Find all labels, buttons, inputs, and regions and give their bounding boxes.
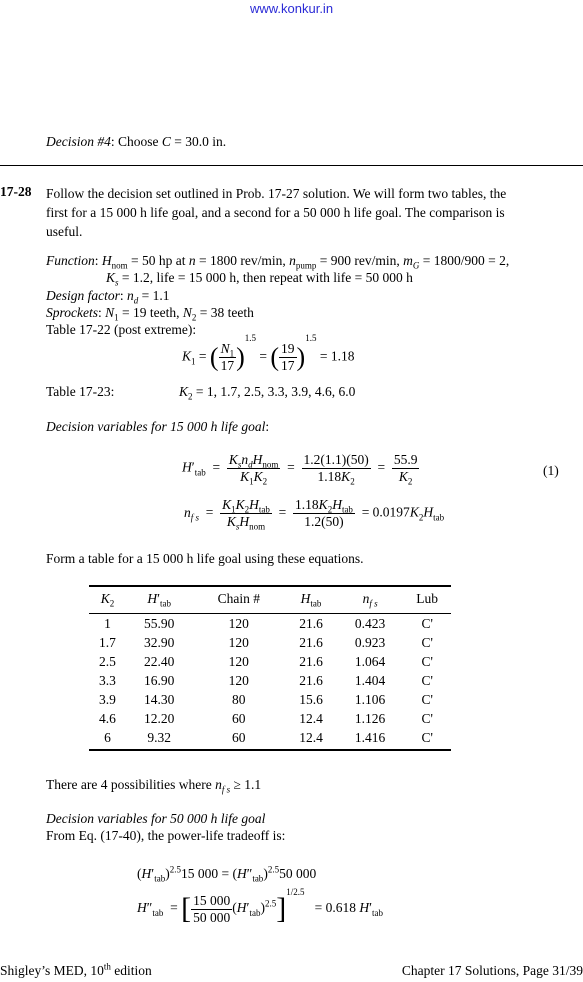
table-cell: 22.40 (143, 653, 175, 669)
table-cell: 0.923 (354, 634, 386, 650)
equation-number: (1) (543, 463, 559, 478)
table-row (89, 709, 451, 728)
col-htab: $H_{tab}$ (285, 586, 337, 614)
table-17-22-label: Table 17-22 (post extreme): (46, 322, 197, 337)
table-cell: C' (421, 615, 433, 631)
table-cell: 12.4 (299, 710, 323, 726)
table-cell: C' (421, 634, 433, 650)
table-17-23-label: Table 17-23: (46, 384, 115, 399)
table-cell: 80 (232, 691, 246, 707)
table-cell: 6 (89, 728, 126, 750)
footer-right: Chapter 17 Solutions, Page 31/39 (401, 963, 583, 978)
table-cell: C' (421, 710, 433, 726)
decision-4-label: Decision #4 (46, 134, 111, 149)
table-cell: 1.106 (354, 691, 386, 707)
section-divider (0, 165, 583, 166)
table-cell: 21.6 (299, 653, 323, 669)
table-cell: 120 (228, 615, 249, 631)
table-cell: 55.90 (143, 615, 175, 631)
k2-values: $K_2 = 1$, 1.7, 2.5, 3.3, 3.9, 4.6, 6.0 (179, 384, 356, 402)
possibilities-line: There are 4 possibilities where $n_{f s} \ge 1.1$ (46, 777, 262, 795)
table-cell: 4.6 (99, 710, 116, 726)
k1-equation: $K_1$ = ( $\frac{N_1}{17}$ )$^{1.5}$ = ( $\frac{19}{17}$ )$^{1.5}$ = 1.18 (182, 333, 355, 373)
function-line: Function: $H_{nom} = 50$ hp at n = 1800 rev/min, $n_{pump} = 900$ rev/min, $m_G = 1800/900 = 2$, (46, 253, 510, 271)
design-factor-line: Design factor: $n_d = 1.1$ (46, 288, 170, 306)
htab-double-prime-equation: $H''_{tab}$ = [ $\frac{15 000}{50 000}$ $(H'_{tab})^{2.5}]^{1/2.5} = 0.618$ $H'_{tab}$ (137, 886, 384, 925)
table-cell: 32.90 (143, 634, 175, 650)
table-cell: 1.7 (99, 634, 116, 650)
table-cell: C' (421, 672, 433, 688)
table-row (89, 652, 451, 671)
table-cell: 1.404 (354, 672, 386, 688)
table-cell: C' (421, 691, 433, 707)
nfs-equation: $n_{f s}$ = $\frac{K_1K_2H_{tab}}{K_sH_{nom}}$ = $\frac{1.18K_2H_{tab}}{1.2(50)}$ = $0.0197K_2H_{tab}$ (184, 497, 445, 532)
table-header-row (89, 586, 451, 614)
eq-17-40-text: From Eq. (17-40), the power-life tradeoff is: (46, 828, 286, 843)
table-cell: 0.423 (354, 615, 386, 631)
table-cell: 60 (232, 710, 246, 726)
col-chain: Chain # (192, 586, 285, 614)
problem-number: 17-28 (0, 184, 32, 199)
dv15-heading: Decision variables for 15 000 h life goal: (46, 419, 270, 434)
col-lub: Lub (403, 586, 451, 614)
table-row (89, 671, 451, 690)
table-cell: 12.4 (285, 728, 337, 750)
table-cell: 16.90 (143, 672, 175, 688)
problem-intro: Follow the decision set outlined in Prob. 17-27 solution. We will form two tables, the first for a 15 000 h life goal, and a second for a 50 000 h life goal. The comparison is useful. (46, 186, 507, 239)
form-table-text: Form a table for a 15 000 h life goal using these equations. (46, 551, 364, 566)
decision-4-line: Decision #4: Choose C = 30.0 in. (46, 134, 227, 149)
table-cell: 2.5 (99, 653, 116, 669)
results-table (89, 585, 451, 751)
table-cell: C' (403, 728, 451, 750)
sprockets-line: Sprockets: $N_1 = 19$ teeth, $N_2 = 38$ teeth (46, 305, 254, 323)
table-cell: 21.6 (299, 615, 323, 631)
source-link[interactable]: www.konkur.in (249, 1, 334, 16)
table-cell: 120 (228, 634, 249, 650)
table-row (89, 728, 451, 750)
function-line-2: $K_s = 1.2$, life = 15 000 h, then repeat with life = 50 000 h (106, 270, 413, 288)
table-cell: 12.20 (143, 710, 175, 726)
col-htab-prime: $H'_{tab}$ (126, 586, 192, 614)
table-row (89, 690, 451, 709)
table-cell: 14.30 (143, 691, 175, 707)
dv50-heading: Decision variables for 50 000 h life goal (46, 811, 266, 826)
table-cell: 120 (228, 672, 249, 688)
table-cell: 3.9 (99, 691, 116, 707)
table-cell: 120 (228, 653, 249, 669)
table-row (89, 633, 451, 652)
table-cell: 15.6 (299, 691, 323, 707)
table-cell: 1.064 (354, 653, 386, 669)
table-cell: 60 (192, 728, 285, 750)
table-cell: 1.126 (354, 710, 386, 726)
tradeoff-equation: $(H'_{tab})^{2.5}15$ $000 = (H''_{tab})^{2.5}50$ 000 (137, 864, 317, 884)
table-cell: 1 (104, 615, 111, 631)
table-row (89, 614, 451, 634)
table-cell: 3.3 (99, 672, 116, 688)
col-k2: $K_2$ (89, 586, 126, 614)
col-nfs: $n_{f s}$ (337, 586, 403, 614)
htab-prime-equation: $H'_{tab}$ = $\frac{K_sn_dH_{nom}}{K_1K_2}$ = $\frac{1.2(1.1)(50)}{1.18K_2}$ = $\frac{55.9}{K_2}$ (182, 452, 418, 487)
footer-left: Shigley’s MED, 10th edition (0, 961, 152, 978)
table-cell: 21.6 (299, 634, 323, 650)
table-cell: 1.416 (337, 728, 403, 750)
table-cell: 21.6 (299, 672, 323, 688)
table-cell: C' (421, 653, 433, 669)
table-cell: 9.32 (126, 728, 192, 750)
